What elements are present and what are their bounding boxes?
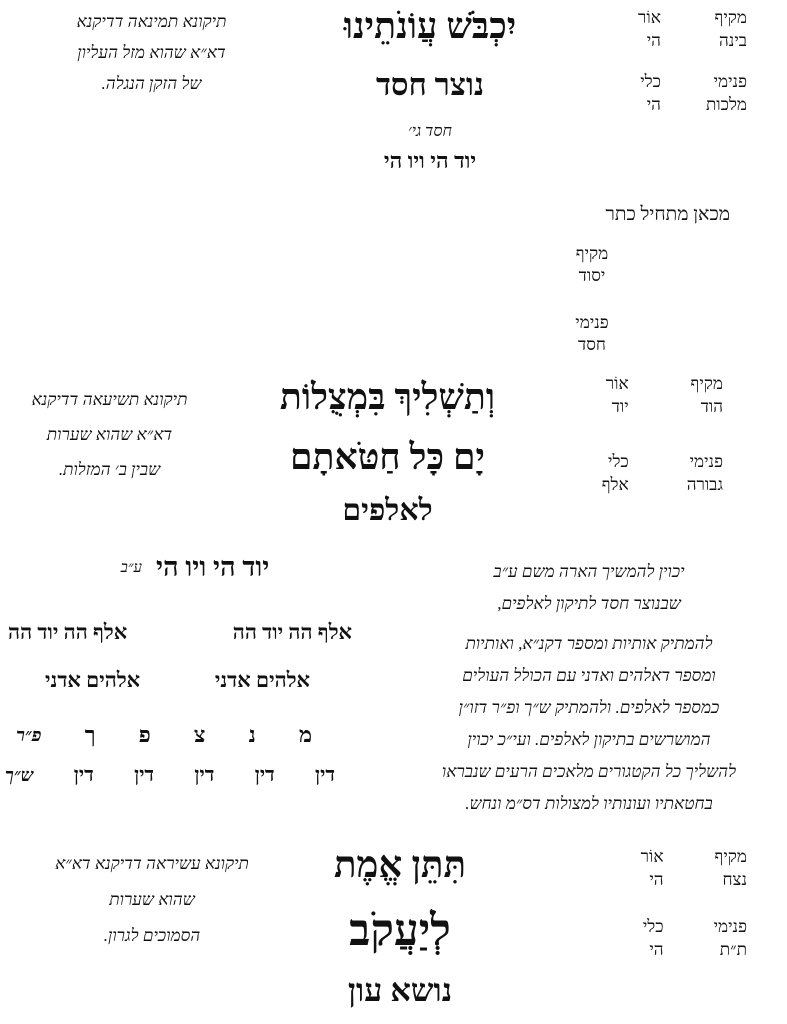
din-row — [5, 764, 335, 787]
makif-sefirah: נצח — [722, 870, 747, 889]
mantzepach-gematria-280: פ״ר — [16, 724, 42, 745]
verse-vetashlich-bimtzulot: וְתַשְׁלִיךְ בִּמְצֻלוֹת — [279, 377, 496, 417]
table-spacer — [552, 287, 632, 312]
kavanah-line: להמתיק אותיות ומספר דקנ״א, ואותיות — [465, 634, 713, 653]
note-line: שבין ב׳ המזלות. — [58, 460, 161, 479]
marginal-note-tikkun-8 — [4, 6, 299, 99]
marginal-note-tikkun-9 — [2, 382, 217, 487]
table-column-sefirot — [706, 6, 747, 116]
attribute-la-alafim: לאלפים — [342, 494, 433, 527]
mantzepach-letter: פ — [138, 722, 151, 747]
kavanah-line: יכוין להמשיך הארה משם ע״ב — [493, 562, 685, 581]
makif-label: מקיף — [575, 244, 609, 263]
din-word: דין — [254, 764, 275, 786]
keter-section-heading: מכאן מתחיל כתר — [605, 204, 730, 225]
table-column-or-kli — [641, 845, 664, 961]
kavanah-paragraph — [393, 556, 785, 820]
kavanah-line: ומספר דאלהים ואדני עם הכולל העולים — [462, 666, 716, 685]
table-column-sefirot — [687, 372, 723, 496]
kavanah-line: להשליך כל הקטגורים מלאכים הרעים שנבראו — [441, 762, 737, 781]
makif-value: יסוד — [578, 266, 606, 285]
kli-letters: אלף — [601, 475, 629, 494]
note-line: תיקונא עשיראה דדיקנא דא״א — [55, 854, 249, 873]
din-gematria-320: ש״ך — [5, 765, 34, 785]
names-elohim-adni: אלהים אדני — [214, 668, 310, 692]
note-line: תיקונא תמינאה דדיקנא — [76, 12, 227, 31]
mantzepach-letter: צ — [193, 722, 206, 747]
table-column-sefirot — [714, 845, 747, 961]
note-line: דא״א שהוא שערות — [46, 425, 173, 444]
or-label: אוֹר — [638, 8, 661, 27]
or-letters: יוד — [611, 397, 629, 416]
attribute-notzer-chesed: נוצר חסד — [375, 67, 485, 102]
table-spacer — [638, 52, 661, 70]
din-word: דין — [315, 764, 335, 786]
pnimi-label: פנימי — [575, 313, 609, 332]
kli-letters: הי — [649, 940, 664, 959]
mantzepach-letter: ך — [84, 722, 96, 747]
makif-label: מקיף — [690, 374, 723, 393]
milui-ehyeh: אלף הה יוד הה — [8, 620, 128, 644]
kavanah-line: כמספר לאלפים. ולהמתיק ש״ך ופ״ר דזו״ן — [458, 698, 720, 717]
verse-yichbosh-avonoteinu: יִכְבֹּשׁ עֲוֹנֹתֵינוּ — [343, 6, 517, 46]
note-line: הסמוכים לגרון. — [103, 926, 201, 945]
din-word: דין — [134, 764, 155, 786]
pnimi-sefirah: מלכות — [705, 95, 747, 114]
kli-label: כלי — [640, 72, 661, 91]
note-line: תיקונא תשיעאה דדיקנא — [31, 390, 188, 409]
table-spacer — [641, 891, 664, 915]
makif-sefirah: הוד — [700, 397, 723, 416]
kavanah-line: שבנוצר חסד לתיקון לאלפים, — [497, 594, 681, 613]
din-word: דין — [194, 764, 215, 786]
makif-label: מקיף — [714, 847, 747, 866]
verse-block-titen-emet — [245, 836, 555, 1014]
pnimi-sefirah: ת״ת — [719, 940, 747, 959]
kavanah-line: בחטאתיו ועונותיו למצולות דס״מ ונחש. — [465, 794, 713, 813]
milui-ehyeh: אלף הה יוד הה — [232, 620, 352, 644]
gematria-note-chesed: חסד גי׳ — [408, 123, 452, 140]
verse-titen-emet: תִּתֵּן אֱמֶת — [333, 845, 467, 886]
table-column-or-kli — [638, 6, 661, 116]
kavanah-table-tikkun-8 — [638, 6, 747, 116]
pnimi-label: פנימי — [713, 72, 747, 91]
verse-block-vetashlich — [210, 366, 565, 536]
gematria-72-abbreviation: ע״ב — [120, 560, 143, 576]
table-spacer — [714, 891, 747, 915]
pnimi-label: פנימי — [713, 917, 747, 936]
table-column-or-kli — [602, 372, 629, 496]
table-spacer — [687, 418, 723, 450]
divine-name-72-spelling: יוד הי ויו הי — [383, 148, 477, 173]
milui-ehyeh-row — [8, 620, 352, 645]
mantzepach-letter: נ — [248, 722, 256, 747]
pnimi-label: פנימי — [689, 452, 723, 471]
table-spacer — [602, 418, 629, 450]
kli-letters: הי — [646, 95, 661, 114]
name-72-title — [50, 552, 340, 583]
kli-label: כלי — [607, 452, 629, 471]
verse-le-yaakov: לְיַעֲקֹב — [349, 906, 451, 955]
or-letters: הי — [649, 870, 664, 889]
elohim-adnut-row — [45, 668, 310, 693]
verse-block-yichbosh — [260, 0, 600, 176]
pnimi-value: חסד — [578, 335, 606, 354]
names-elohim-adni: אלהים אדני — [45, 668, 141, 692]
mantzepach-letters-row — [16, 722, 312, 748]
or-label: אוֹר — [605, 374, 629, 393]
keter-makif-pnimi-block — [552, 243, 632, 356]
divine-name-72-spelling: יוד הי ויו הי — [156, 552, 270, 582]
mantzepach-letter: מ — [298, 722, 312, 747]
din-word: דין — [73, 764, 94, 786]
makif-sefirah: בינה — [719, 31, 747, 50]
kavanah-table-tikkun-10 — [641, 845, 747, 961]
table-spacer — [706, 52, 747, 70]
kavanah-line: המושרשים בתיקון לאלפים. ועי״כ יכוין — [467, 730, 711, 749]
or-letters: הי — [646, 31, 661, 50]
note-line: שהוא שערות — [109, 890, 195, 909]
or-label: אוֹר — [640, 847, 664, 866]
note-line: של הזקן הנגלה. — [101, 74, 202, 93]
kavanah-table-tikkun-9 — [602, 372, 723, 496]
kli-label: כלי — [642, 917, 664, 936]
note-line: דא״א שהוא מזל העליון — [77, 43, 226, 62]
pnimi-sefirah: גבורה — [686, 475, 723, 494]
makif-label: מקיף — [714, 8, 747, 27]
verse-yam-kol-chatotam: יָם כָּל חַטֹּאתָם — [290, 437, 485, 477]
attribute-noseh-avon: נושא עון — [347, 972, 453, 1008]
